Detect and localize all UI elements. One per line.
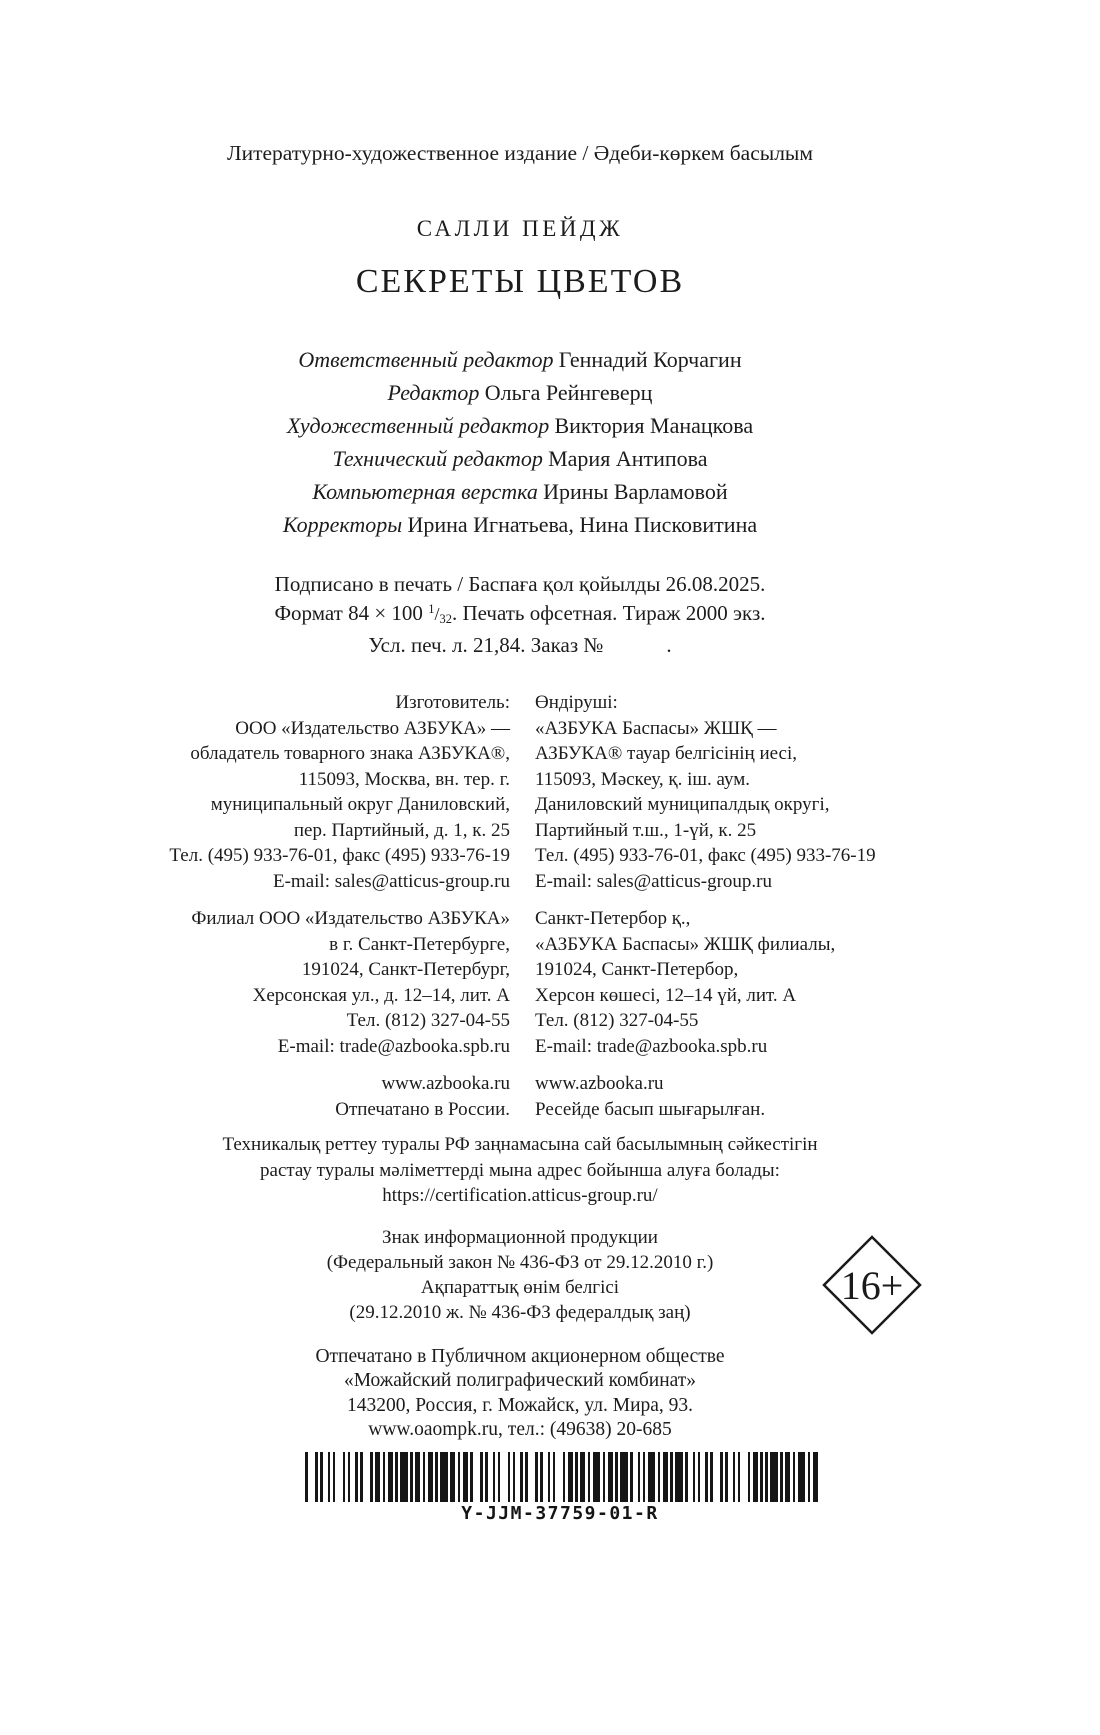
credit-line	[120, 508, 920, 541]
printing-house-line: www.oaompk.ru, тел.: (49638) 20-685	[368, 1419, 672, 1440]
printing-house-block	[120, 1345, 920, 1443]
address-line: обладатель товарного знака АЗБУКА®,	[190, 743, 510, 764]
print-info-line: Усл. печ. л. 21,84. Заказ № .	[368, 633, 672, 657]
barcode-gap	[740, 1452, 748, 1502]
printing-house-line: 143200, Россия, г. Можайск, ул. Мира, 93.	[346, 1394, 694, 1416]
author-name: САЛЛИ ПЕЙДЖ	[416, 216, 624, 241]
info-sign-line: (29.12.2010 ж. № 436-ФЗ федералдық заң)	[349, 1301, 691, 1323]
address-line: Тел. (495) 933-76-01, факс (495) 933-76-19	[169, 845, 510, 866]
credit-role: Художественный редактор	[286, 413, 550, 438]
barcode-bars	[305, 1452, 815, 1502]
barcode	[305, 1452, 815, 1524]
print-info-line: Подписано в печать / Баспаға қол қойылды 26.08.2025.	[274, 572, 766, 596]
address-line: Тел. (812) 327-04-55	[535, 1010, 699, 1031]
barcode-label: Y-JJM-37759-01-R	[461, 1502, 659, 1524]
info-sign-section	[120, 1225, 920, 1325]
barcode-bar	[770, 1452, 778, 1502]
credit-line	[120, 442, 920, 475]
format-prefix: Формат 84 × 100	[274, 601, 429, 625]
info-sign-line: Знак информационной продукции	[382, 1226, 658, 1248]
address-line: Санкт-Петербор қ.,	[535, 908, 691, 929]
format-suffix: . Печать офсетная. Тираж 2000 экз.	[451, 601, 766, 625]
address-line: www.azbooka.ru	[535, 1073, 664, 1094]
manufacturer-block-kz	[535, 690, 920, 894]
age-rating-label: 16+	[840, 1262, 904, 1308]
format-fraction	[428, 601, 452, 625]
print-info-line	[120, 599, 920, 631]
branch-block-ru	[120, 906, 510, 1059]
address-line: Партийный т.ш., 1-үй, к. 25	[535, 819, 757, 841]
fraction-slash: /	[434, 604, 440, 624]
print-info-block	[120, 570, 920, 660]
address-line: Тел. (495) 933-76-01, факс (495) 933-76-19	[535, 845, 876, 866]
address-line: ООО «Издательство АЗБУКА» —	[235, 717, 510, 739]
credit-line	[120, 376, 920, 409]
address-line: «АЗБУКА Баспасы» ЖШҚ —	[535, 717, 777, 739]
barcode-gap	[555, 1452, 563, 1502]
imprint-columns	[120, 690, 920, 1122]
credit-name: Ирина Игнатьева, Нина Писковитина	[407, 512, 758, 537]
credit-line	[120, 475, 920, 508]
credit-role: Редактор	[387, 380, 480, 405]
address-line: Өндіруші:	[535, 692, 618, 713]
address-line: 115093, Мәскеу, қ. іш. аум.	[535, 768, 751, 790]
address-line: муниципальный округ Даниловский,	[210, 794, 510, 815]
barcode-bar	[400, 1452, 408, 1502]
address-line: Херсонская ул., д. 12–14, лит. А	[252, 984, 510, 1006]
barcode-bar	[440, 1452, 448, 1502]
barcode-gap	[713, 1452, 721, 1502]
address-line: 115093, Москва, вн. тер. г.	[298, 768, 510, 790]
manufacturer-block-ru	[120, 690, 510, 894]
barcode-bar	[648, 1452, 656, 1502]
address-line: АЗБУКА® тауар белгісінің иесі,	[535, 743, 797, 764]
credits-block	[120, 343, 920, 541]
address-line: E-mail: trade@azbooka.spb.ru	[277, 1035, 510, 1057]
certification-line: Техникалық реттеу туралы РФ заңнамасына сай басылымның сәйкестігін	[222, 1134, 818, 1155]
credit-role: Технический редактор	[332, 446, 543, 471]
address-line: в г. Санкт-Петербурге,	[329, 933, 510, 955]
barcode-gap	[335, 1452, 343, 1502]
barcode-bar	[593, 1452, 601, 1502]
certification-note	[120, 1132, 920, 1209]
info-sign-line: (Федеральный закон № 436-ФЗ от 29.12.2010 г.)	[326, 1251, 714, 1273]
credit-role: Ответственный редактор	[298, 347, 554, 372]
info-sign-line: Ақпараттық өнім белгісі	[420, 1276, 620, 1298]
address-line: «АЗБУКА Баспасы» ЖШҚ филиалы,	[535, 933, 836, 955]
barcode-gap	[308, 1452, 316, 1502]
credit-name: Геннадий Корчагин	[558, 347, 742, 372]
fraction-denominator: 32	[439, 612, 452, 626]
address-line: Отпечатано в России.	[335, 1098, 510, 1120]
barcode-gap	[473, 1452, 481, 1502]
barcode-gap	[528, 1452, 536, 1502]
address-line: Херсон көшесі, 12–14 үй, лит. А	[535, 984, 797, 1006]
credit-role: Компьютерная верстка	[312, 479, 538, 504]
address-line: E-mail: sales@atticus-group.ru	[535, 870, 772, 892]
website-block-kz	[535, 1071, 920, 1122]
credit-name: Мария Антипова	[548, 446, 708, 471]
address-line: www.azbooka.ru	[381, 1073, 510, 1094]
address-line: Даниловский муниципалдық округі,	[535, 794, 830, 815]
credit-line	[120, 409, 920, 442]
credit-name: Ирины Варламовой	[543, 479, 728, 504]
age-rating-badge	[820, 1233, 924, 1337]
info-sign-text	[120, 1225, 920, 1325]
barcode-gap	[500, 1452, 508, 1502]
fraction-numerator: 1	[428, 602, 435, 616]
printing-house-line: «Можайский полиграфический комбинат»	[343, 1370, 697, 1391]
barcode-gap	[363, 1452, 371, 1502]
credit-name: Виктория Манацкова	[554, 413, 754, 438]
credit-line	[120, 343, 920, 376]
website-block-ru	[120, 1071, 510, 1122]
book-title: СЕКРЕТЫ ЦВЕТОВ	[355, 263, 685, 300]
barcode-bar	[798, 1452, 806, 1502]
imprint-column-russian	[120, 690, 510, 1122]
certification-line: https://certification.atticus-group.ru/	[382, 1185, 658, 1206]
certification-line: растау туралы мәліметтерді мына адрес бойынша алуға болады:	[260, 1159, 780, 1181]
barcode-bar	[620, 1452, 628, 1502]
address-line: 191024, Санкт-Петербург,	[301, 959, 510, 980]
address-line: E-mail: trade@azbooka.spb.ru	[535, 1035, 768, 1057]
address-line: Тел. (812) 327-04-55	[346, 1010, 510, 1031]
address-line: пер. Партийный, д. 1, к. 25	[293, 819, 510, 841]
imprint-column-kazakh	[535, 690, 920, 1122]
address-line: Ресейде басып шығарылған.	[535, 1098, 766, 1120]
credit-role: Корректоры	[282, 512, 403, 537]
edition-type-line: Литературно-художественное издание / Әдеби-көркем басылым	[227, 141, 813, 165]
branch-block-kz	[535, 906, 920, 1059]
printing-house-line: Отпечатано в Публичном акционерном обществе	[315, 1345, 725, 1367]
address-line: E-mail: sales@atticus-group.ru	[273, 870, 510, 892]
credit-name: Ольга Рейнгеверц	[484, 380, 653, 405]
address-line: Изготовитель:	[395, 692, 510, 713]
address-line: Филиал ООО «Издательство АЗБУКА»	[191, 908, 510, 929]
barcode-bar	[675, 1452, 683, 1502]
address-line: 191024, Санкт-Петербор,	[535, 959, 739, 980]
barcode-bar	[813, 1452, 818, 1502]
